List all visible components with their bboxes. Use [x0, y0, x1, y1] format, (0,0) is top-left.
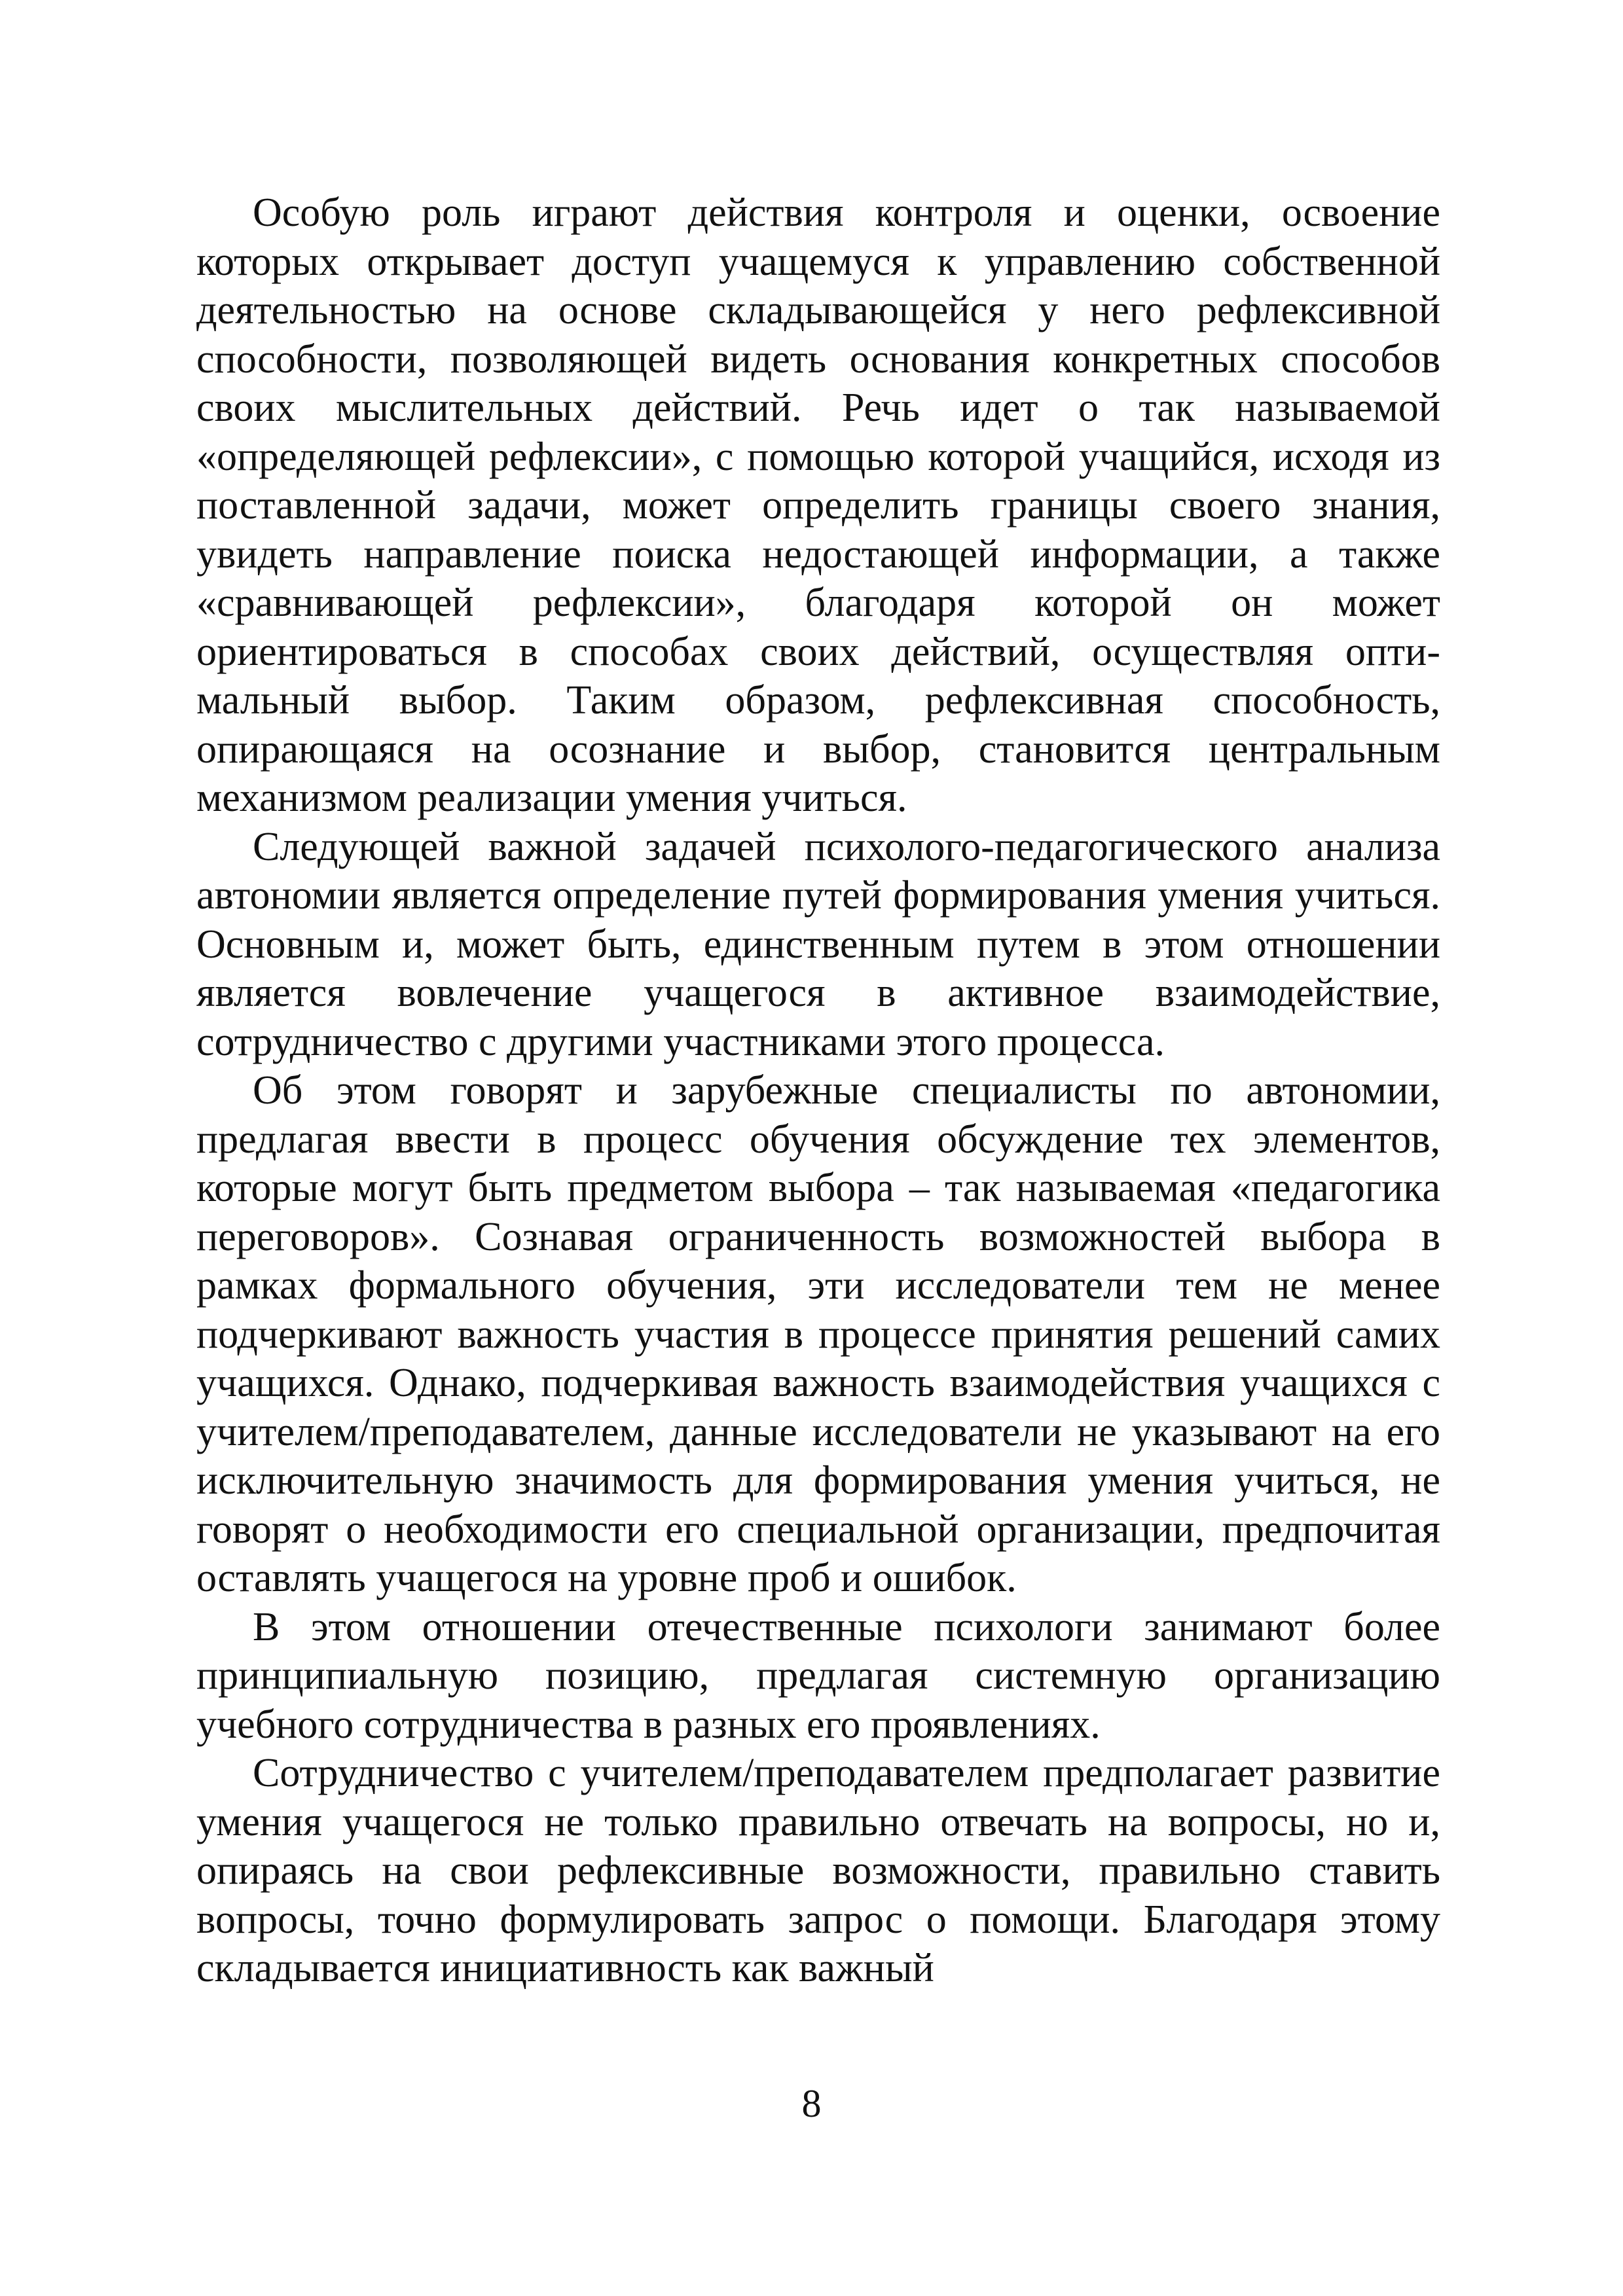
paragraph-1: Особую роль играют действия контроля и оценки, освоение которых открывает доступ учащемуся к управлению собственной деятельностью на основе складывающейся у него рефлексивной способности, позволяющей видеть основания конкретных способов своих мыслительных действий. Речь идет о так называемой «определяющей рефлексии», с помощью которой учащийся, исходя из поставленной задачи, может определить границы своего знания, увидеть направление поиска недостающей информации, а также «сравнивающей рефлексии», благодаря которой он может ориентироваться в способах своих действий, осуществляя оптимальный выбор. Таким образом, рефлексивная способность, опирающаяся на осознание и выбор, становится центральным механизмом реализации умения учиться. — [196, 190, 1440, 820]
paragraph-3: Об этом говорят и зарубежные специалисты по автономии, предлагая ввести в процесс обучения обсуждение тех элементов, которые могут быть предметом выбора – так называемая «педагогика переговоров». Сознавая ограниченность возможностей выбора в рамках формального обучения, эти исследователи тем не менее подчеркивают важность участия в процессе принятия решений самих учащихся. Однако, подчеркивая важность взаимодействия учащихся с учителем/преподавателем, данные исследователи не указывают на его исключительную значимость для формирования умения учиться, не говорят о необходимости его специальной организации, предпочитая оставлять учащегося на уровне проб и ошибок. — [196, 1068, 1440, 1600]
page-number: 8 — [801, 2082, 822, 2125]
paragraph-5: Сотрудничество с учителем/преподавателем предполагает развитие умения учащегося не только правильно отвечать на вопросы, но и, опираясь на свои рефлексивные возможности, правильно ставить вопросы, точно формулировать запрос о помощи. Благодаря этому складывается инициативность как важный — [196, 1751, 1440, 1990]
body-text — [196, 188, 1440, 1993]
paragraph-2: Следующей важной задачей психолого-педагогического анализа автономии является определение путей формирования умения учиться. Основным и, может быть, единственным путем в этом отношении является вовлечение учащегося в активное взаимодействие, сотрудничество с другими участниками этого процесса. — [196, 824, 1440, 1064]
paragraph-4: В этом отношении отечественные психологи занимают более принципиальную позицию, предлагая системную организацию учебного сотрудничества в разных его проявлениях. — [196, 1604, 1440, 1747]
